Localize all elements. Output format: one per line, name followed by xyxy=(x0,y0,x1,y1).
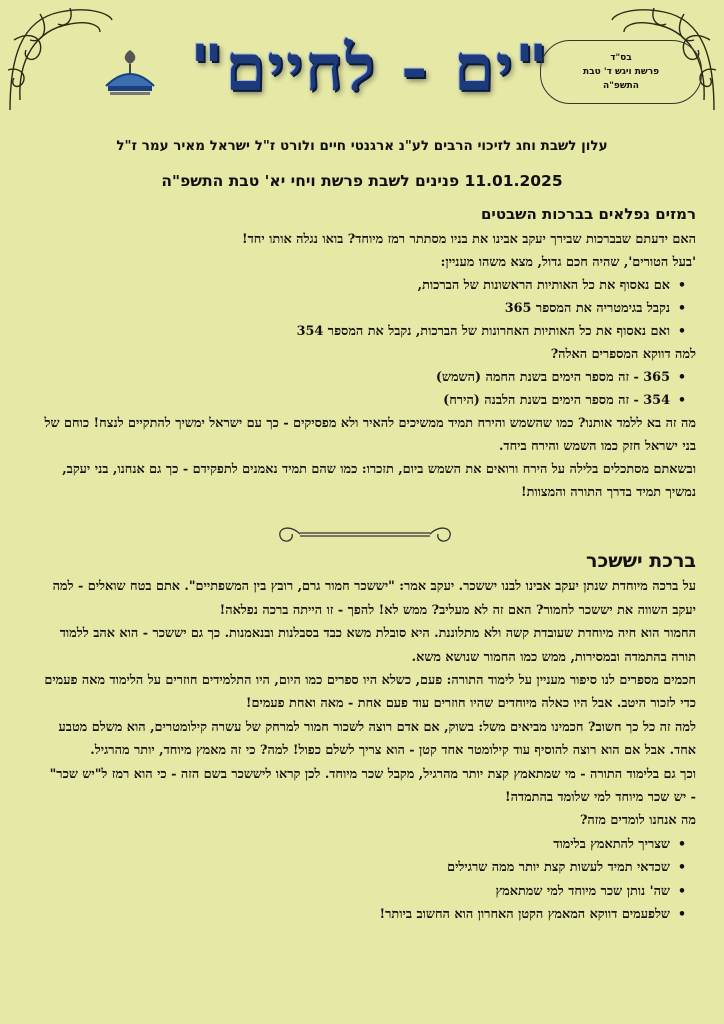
newsletter-title: "ים - לחיים" xyxy=(190,30,550,106)
list-item: • שצריך להתאמץ בלימוד xyxy=(40,833,670,856)
bullet-list xyxy=(40,366,696,412)
paragraph: על ברכה מיוחדת שנתן יעקב אבינו לבנו יששכר. יעקב אמר: "יששכר חמור גרם, רובץ בין המשפתיים". אתם בטח שואלים - למה יעקב השווה את יששכר לחמור? האם זה לא מעליב? ממש לא! להפך - זו הייתה ברכה נפלאה! xyxy=(52,579,696,618)
date-badge xyxy=(540,40,702,104)
paragraph: 'בעל הטורים', שהיה חכם גדול, מצא משהו מעניין: xyxy=(440,255,696,270)
section-issachar xyxy=(40,550,696,927)
list-item: • שכדאי תמיד לעשות קצת יותר ממה שרגילים xyxy=(40,856,670,879)
section-heading: רמזים נפלאים בברכות השבטים xyxy=(480,205,696,223)
list-item: • נקבל בגימטריה את המספר 365 xyxy=(40,297,670,320)
list-item: • שלפעמים דווקא המאמץ הקטן האחרון הוא החשוב ביותר! xyxy=(40,903,670,926)
paragraph: ובשאתם מסתכלים בלילה על הירח ורואים את השמש ביום, תזכרו: כמו שהם תמיד נאמנים לתפקידם - כך גם אנחנו, בני יעקב, נמשיך תמיד בדרך התורה והמצוות! xyxy=(62,462,696,500)
section-tribes-hints xyxy=(40,203,696,504)
list-item: • שה' נותן שכר מיוחד למי שמתאמץ xyxy=(40,880,670,903)
list-item: • אם נאסוף את כל האותיות הראשונות של הברכות, xyxy=(40,274,670,297)
paragraph: האם ידעתם שבברכות שבירך יעקב אבינו את בניו מסתתר רמז מיוחד? בואו נגלה אותו יחד! xyxy=(242,232,696,247)
date-badge-line: בס"ד xyxy=(610,53,632,63)
list-item: • 354 - זה מספר הימים בשנת הלבנה (הירח) xyxy=(40,389,670,412)
dedication-line: עלון לשבת וחג לזיכוי הרבים לע"נ ארגנטי חיים ולורט ז"ל ישראל מאיר עמר ז"ל xyxy=(116,138,608,154)
paragraph: מה זה בא ללמד אותנו? כמו שהשמש והירח תמיד ממשיכים להאיר ולא מפסיקים - כך עם ישראל ימשיך להתקיים לנצח! כוחם של בני ישראל חזק כמו השמש והירח ביחד. xyxy=(44,416,696,454)
list-item: • 365 - זה מספר הימים בשנת החמה (השמש) xyxy=(40,366,670,389)
paragraph: למה דווקא המספרים האלה? xyxy=(550,347,696,362)
bullet-list xyxy=(40,274,696,343)
paragraph: מה אנחנו לומדים מזה? xyxy=(579,813,696,829)
date-badge-line: פרשת ויגש ד' טבת xyxy=(582,67,660,77)
logo-icon xyxy=(100,46,160,98)
paragraph: למה זה כל כך חשוב? חכמינו מביאים משל: בשוק, אם אדם רוצה לשכור חמור למרחק של עשרה קילומטרים, הוא משלם מטבע אחד. אבל אם הוא רוצה להוסיף עוד קילומטר אחד קטן - הוא צריך לשלם כפול! למה? כי זה מאמץ מיוחד, יותר מהרגיל. xyxy=(58,719,696,759)
paragraph: וכך גם בלימוד התורה - מי שמתאמץ קצת יותר מהרגיל, מקבל שכר מיוחד. לכן קראו ליששכר בשם הזה - כי הוא רמז ל"יש שכר" - יש שכר מיוחד למי שלומד בהתמדה! xyxy=(49,766,696,806)
paragraph: חכמים מספרים לנו סיפור מעניין על לימוד התורה: פעם, כשלא היו ספרים כמו היום, היו התלמידים חוזרים על הלימוד מאה פעמים כדי לזכור היטב. אבל היו כאלה מיוחדים שהיו חוזרים עוד פעם אחת - מאה ואחת פעמים! xyxy=(44,673,696,712)
paragraph: החמור הוא חיה מיוחדת שעובדת קשה ולא מתלוננת. היא סובלת משא כבד בסבלנות ובנאמנות. כך גם יששכר - הוא אהב ללמוד תורה בהתמדה ובמסירות, ממש כמו החמור שנושא משא. xyxy=(59,626,696,665)
ornamental-divider xyxy=(270,520,460,546)
bullet-list xyxy=(40,833,696,927)
list-item: • ואם נאסוף את כל האותיות האחרונות של הברכות, נקבל את המספר 354 xyxy=(40,320,670,343)
section-heading: ברכת יששכר xyxy=(586,550,696,572)
issue-line: 11.01.2025 פנינים לשבת פרשת ויחי יא' טבת התשפ"ה xyxy=(161,172,563,190)
date-badge-line: התשפ"ה xyxy=(603,81,639,91)
